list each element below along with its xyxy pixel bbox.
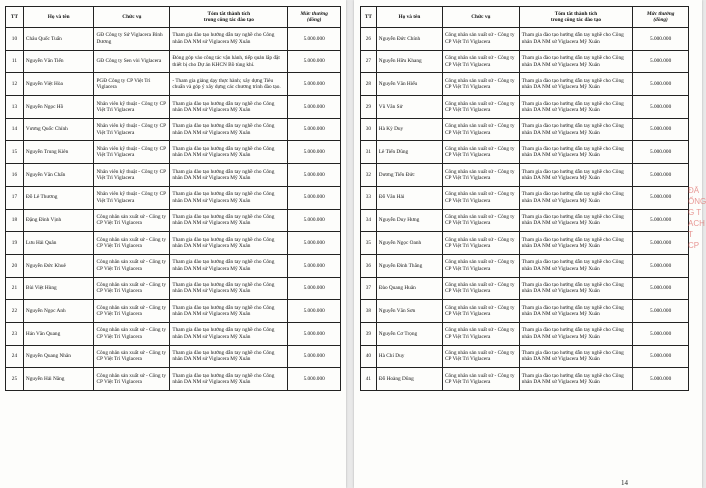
cell-position: Công nhân sản xuất sứ - Công ty CP Việt Trì Viglacera — [94, 368, 170, 391]
cell-name: Nguyễn Ngọc Anh — [23, 300, 94, 323]
cell-summary: Tham gia đào tạo hướng dẫn tay nghề cho Công nhân DA NM sứ Viglacera Mỹ Xuân — [519, 50, 633, 73]
table-row — [361, 141, 689, 164]
page-right — [354, 0, 706, 488]
table-row — [6, 368, 341, 391]
cell-summary: Tham gia đào tạo hướng dẫn tay nghề cho Công nhân DA NM sứ Viglacera Mỹ Xuân — [519, 73, 633, 96]
cell-name: Nguyễn Văn Tiến — [23, 50, 94, 73]
table-row — [6, 186, 341, 209]
table-row — [6, 254, 341, 277]
cell-tt: 25 — [6, 368, 24, 391]
cell-position: Công nhân sản xuất sứ - Công ty CP Việt Trì Viglacera — [442, 368, 519, 391]
table-row — [361, 232, 689, 255]
cell-name: Vũ Văn Sử — [376, 96, 442, 119]
cell-amount: 5.000.000 — [633, 322, 689, 345]
table-row — [361, 345, 689, 368]
cell-position: Công nhân sản xuất sứ - Công ty CP Việt Trì Viglacera — [442, 300, 519, 323]
cell-position: Công nhân sản xuất sứ - Công ty CP Việt Trì Viglacera — [442, 322, 519, 345]
header-name: Họ và tên — [23, 7, 94, 28]
cell-name: Vương Quốc Chính — [23, 118, 94, 141]
cell-summary: Tham gia đào tạo hướng dẫn tay nghề cho Công nhân DA NM sứ Viglacera Mỹ Xuân — [170, 28, 288, 51]
cell-amount: 5.000.000 — [288, 322, 341, 345]
cell-amount: 5.000.000 — [633, 96, 689, 119]
cell-summary: Tham gia đào tạo hướng dẫn tay nghề cho Công nhân DA NM sứ Viglacera Mỹ Xuân — [170, 186, 288, 209]
cell-amount: 5.000.000 — [633, 28, 689, 51]
cell-name: Nguyễn Duy Hưng — [376, 209, 442, 232]
cell-tt: 37 — [361, 277, 377, 300]
header-tt: TT — [6, 7, 24, 28]
cell-summary: Tham gia đào tạo hướng dẫn tay nghề cho Công nhân DA NM sứ Viglacera Mỹ Xuân — [519, 300, 633, 323]
header-summary — [170, 7, 288, 28]
cell-position: Nhân viên kỹ thuật - Công ty CP Việt Trì Viglacera — [94, 118, 170, 141]
header-summary — [519, 7, 633, 28]
cell-name: Châu Quốc Tuấn — [23, 28, 94, 51]
cell-position: PGĐ Công ty CP Việt Trì Viglacera — [94, 73, 170, 96]
cell-name: Đặng Đình Vịnh — [23, 209, 94, 232]
cell-summary: Tham gia đào tạo hướng dẫn tay nghề cho Công nhân DA NM sứ Viglacera Mỹ Xuân — [519, 164, 633, 187]
red-stamp-fragment — [688, 185, 706, 265]
cell-tt: 23 — [6, 322, 24, 345]
cell-position: Công nhân sản xuất sứ - Công ty CP Việt Trì Viglacera — [442, 96, 519, 119]
table-row — [361, 209, 689, 232]
header-summary-line1: Tóm tắt thành tích — [207, 10, 251, 17]
cell-name: Đào Quang Huân — [376, 277, 442, 300]
cell-summary: Tham gia đào tạo hướng dẫn tay nghề cho Công nhân DA NM sứ Viglacera Mỹ Xuân — [170, 164, 288, 187]
cell-amount: 5.000.000 — [288, 345, 341, 368]
header-reward-line1: Mức thưởng — [646, 10, 675, 17]
cell-amount: 5.000.000 — [633, 164, 689, 187]
cell-tt: 12 — [6, 73, 24, 96]
cell-tt: 35 — [361, 232, 377, 255]
table-row — [6, 141, 341, 164]
table-row — [6, 345, 341, 368]
cell-position: Công nhân sản xuất sứ - Công ty CP Việt Trì Viglacera — [94, 345, 170, 368]
cell-name: Nguyễn Văn Sơn — [376, 300, 442, 323]
cell-amount: 5.000.000 — [288, 73, 341, 96]
cell-amount: 5.000.000 — [288, 96, 341, 119]
cell-summary: Tham gia đào tạo hướng dẫn tay nghề cho Công nhân DA NM sứ Viglacera Mỹ Xuân — [519, 322, 633, 345]
cell-amount: 5.000.000 — [633, 209, 689, 232]
cell-tt: 32 — [361, 164, 377, 187]
cell-tt: 38 — [361, 300, 377, 323]
table-row — [361, 254, 689, 277]
cell-amount: 5.000.000 — [288, 164, 341, 187]
cell-summary: Tham gia đào tạo hướng dẫn tay nghề cho Công nhân DA NM sứ Viglacera Mỹ Xuân — [519, 209, 633, 232]
cell-position: Công nhân sản xuất sứ - Công ty CP Việt Trì Viglacera — [94, 322, 170, 345]
cell-summary: Tham gia đào tạo hướng dẫn tay nghề cho Công nhân DA NM sứ Viglacera Mỹ Xuân — [519, 345, 633, 368]
table-row — [6, 300, 341, 323]
table-row — [361, 50, 689, 73]
cell-amount: 5.000.000 — [288, 50, 341, 73]
cell-tt: 29 — [361, 96, 377, 119]
cell-tt: 11 — [6, 50, 24, 73]
cell-tt: 39 — [361, 322, 377, 345]
cell-summary: Tham gia đào tạo hướng dẫn tay nghề cho Công nhân DA NM sứ Viglacera Mỹ Xuân — [519, 141, 633, 164]
table-row — [6, 118, 341, 141]
cell-name: Nguyễn Ngọc Hồ — [23, 96, 94, 119]
cell-summary: Tham gia đào tạo hướng dẫn tay nghề cho Công nhân DA NM sứ Viglacera Mỹ Xuân — [170, 368, 288, 391]
cell-tt: 14 — [6, 118, 24, 141]
cell-name: Nguyễn Văn Chấn — [23, 164, 94, 187]
cell-amount: 5.000.000 — [288, 232, 341, 255]
cell-name: Nguyễn Đức Chính — [376, 28, 442, 51]
cell-name: Hà Kỳ Duy — [376, 118, 442, 141]
cell-tt: 21 — [6, 277, 24, 300]
cell-tt: 10 — [6, 28, 24, 51]
cell-name: Hán Văn Quang — [23, 322, 94, 345]
cell-position: Công nhân sản xuất sứ - Công ty CP Việt Trì Viglacera — [442, 141, 519, 164]
table-header-row — [6, 7, 341, 28]
cell-amount: 5.000.000 — [288, 186, 341, 209]
cell-amount: 5.000.000 — [633, 141, 689, 164]
table-row — [6, 164, 341, 187]
cell-tt: 20 — [6, 254, 24, 277]
stamp-line: G T — [688, 208, 702, 217]
table-row — [361, 300, 689, 323]
cell-position: Công nhân sản xuất sứ - Công ty CP Việt Trì Viglacera — [442, 50, 519, 73]
cell-summary: Tham gia đào tạo hướng dẫn tay nghề cho Công nhân DA NM sứ Viglacera Mỹ Xuân — [170, 277, 288, 300]
table-row — [361, 28, 689, 51]
cell-name: Lưu Hải Quân — [23, 232, 94, 255]
cell-summary: Tham gia đào tạo hướng dẫn tay nghề cho Công nhân DA NM sứ Viglacera Mỹ Xuân — [170, 322, 288, 345]
table-row — [361, 96, 689, 119]
cell-tt: 18 — [6, 209, 24, 232]
cell-name: Nguyễn Việt Hòa — [23, 73, 94, 96]
cell-tt: 22 — [6, 300, 24, 323]
cell-tt: 17 — [6, 186, 24, 209]
cell-position: Công nhân sản xuất sứ - Công ty CP Việt Trì Viglacera — [442, 118, 519, 141]
page-number: 14 — [621, 479, 628, 487]
table-row — [6, 322, 341, 345]
cell-amount: 5.000.000 — [633, 73, 689, 96]
cell-amount: 5.000.000 — [288, 209, 341, 232]
cell-name: Bùi Việt Hùng — [23, 277, 94, 300]
cell-position: Công nhân sản xuất sứ - Công ty CP Việt Trì Viglacera — [442, 232, 519, 255]
header-reward-line2: (đồng) — [653, 17, 668, 23]
cell-summary: Tham gia đào tạo hướng dẫn tay nghề cho Công nhân DA NM sứ Viglacera Mỹ Xuân — [170, 141, 288, 164]
cell-name: Nguyễn Hải Năng — [23, 368, 94, 391]
cell-amount: 5.000.000 — [633, 277, 689, 300]
header-position: Chức vụ — [442, 7, 519, 28]
table-row — [361, 368, 689, 391]
cell-name: Nguyễn Văn Hiếu — [376, 73, 442, 96]
cell-amount: 5.000.000 — [633, 186, 689, 209]
cell-summary: Tham gia đào tạo hướng dẫn tay nghề cho Công nhân DA NM sứ Viglacera Mỹ Xuân — [170, 118, 288, 141]
cell-position: Công nhân sản xuất sứ - Công ty CP Việt Trì Viglacera — [94, 277, 170, 300]
cell-tt: 26 — [361, 28, 377, 51]
cell-amount: 5.000.000 — [288, 28, 341, 51]
cell-name: Nguyễn Quang Nhân — [23, 345, 94, 368]
header-summary-line2: trong công tác đào tạo — [203, 17, 254, 23]
cell-amount: 5.000.000 — [288, 254, 341, 277]
cell-tt: 30 — [361, 118, 377, 141]
cell-name: Đỗ Lê Thương — [23, 186, 94, 209]
cell-amount: 5.000.000 — [288, 277, 341, 300]
cell-tt: 19 — [6, 232, 24, 255]
cell-tt: 36 — [361, 254, 377, 277]
cell-amount: 5.000.000 — [288, 300, 341, 323]
cell-summary: Tham gia đào tạo hướng dẫn tay nghề cho Công nhân DA NM sứ Viglacera Mỹ Xuân — [519, 28, 633, 51]
cell-summary: Tham gia đào tạo hướng dẫn tay nghề cho Công nhân DA NM sứ Viglacera Mỹ Xuân — [519, 232, 633, 255]
cell-summary: Tham gia đào tạo hướng dẫn tay nghề cho Công nhân DA NM sứ Viglacera Mỹ Xuân — [519, 254, 633, 277]
cell-position: Công nhân sản xuất sứ - Công ty CP Việt Trì Viglacera — [94, 232, 170, 255]
cell-summary: Tham gia đào tạo hướng dẫn tay nghề cho Công nhân DA NM sứ Viglacera Mỹ Xuân — [170, 345, 288, 368]
table-row — [6, 73, 341, 96]
cell-amount: 5.000.000 — [633, 50, 689, 73]
cell-name: Hà Chí Duy — [376, 345, 442, 368]
table-row — [6, 232, 341, 255]
stamp-line: ỐNG — [688, 197, 706, 206]
cell-position: Nhân viên kỹ thuật - Công ty CP Việt Trì Viglacera — [94, 186, 170, 209]
table-row — [361, 322, 689, 345]
cell-tt: 28 — [361, 73, 377, 96]
cell-tt: 27 — [361, 50, 377, 73]
table-row — [361, 277, 689, 300]
cell-position: Công nhân sản xuất sứ - Công ty CP Việt Trì Viglacera — [442, 277, 519, 300]
cell-name: Dương Tiến Đức — [376, 164, 442, 187]
awards-table-left — [5, 6, 341, 391]
awards-table-right — [360, 6, 689, 391]
header-reward-line1: Mức thưởng — [300, 10, 328, 17]
cell-summary: Tham gia đào tạo hướng dẫn tay nghề cho Công nhân DA NM sứ Viglacera Mỹ Xuân — [170, 300, 288, 323]
cell-amount: 5.000.000 — [288, 118, 341, 141]
cell-name: Nguyễn Đức Khuê — [23, 254, 94, 277]
header-reward — [288, 7, 341, 28]
cell-name: Đỗ Văn Hải — [376, 186, 442, 209]
table-row — [6, 277, 341, 300]
cell-tt: 31 — [361, 141, 377, 164]
stamp-line: ĐÃ — [688, 186, 700, 195]
cell-position: Công nhân sản xuất sứ - Công ty CP Việt Trì Viglacera — [442, 186, 519, 209]
cell-summary: Tham gia đào tạo hướng dẫn tay nghề cho Công nhân DA NM sứ Viglacera Mỹ Xuân — [519, 96, 633, 119]
header-name: Họ và tên — [376, 7, 442, 28]
page-left — [0, 0, 346, 488]
cell-position: Công nhân sản xuất sứ - Công ty CP Việt Trì Viglacera — [442, 28, 519, 51]
cell-name: Nguyễn Cơ Trọng — [376, 322, 442, 345]
cell-position: Công nhân sản xuất sứ - Công ty CP Việt Trì Viglacera — [442, 254, 519, 277]
cell-name: Nguyễn Đình Thắng — [376, 254, 442, 277]
cell-position: Công nhân sản xuất sứ - Công ty CP Việt Trì Viglacera — [94, 300, 170, 323]
stamp-line: T CP — [688, 230, 700, 250]
header-summary-line1: Tóm tắt thành tích — [554, 10, 598, 17]
cell-name: Nguyễn Hữu Khang — [376, 50, 442, 73]
header-position: Chức vụ — [94, 7, 170, 28]
cell-amount: 5.000.000 — [633, 300, 689, 323]
cell-tt: 16 — [6, 164, 24, 187]
header-summary-line2: trong công tác đào tạo — [550, 17, 602, 23]
cell-amount: 5.000.000 — [633, 254, 689, 277]
cell-summary: Tham gia đào tạo hướng dẫn tay nghề cho Công nhân DA NM sứ Viglacera Mỹ Xuân — [170, 209, 288, 232]
cell-summary: - Tham gia giảng dạy thực hành; xây dựng Tiêu chuẩn và góp ý xây dựng các chương trình đào tạo. — [170, 73, 288, 96]
header-reward — [633, 7, 689, 28]
cell-summary: Đóng góp vào công tác vận hành, tiếp quản lắp đặt thiết bị cho Dự án KHCN Bồ tùng khí. — [170, 50, 288, 73]
cell-name: Đỗ Hoàng Dũng — [376, 368, 442, 391]
cell-amount: 5.000.000 — [633, 232, 689, 255]
cell-tt: 15 — [6, 141, 24, 164]
cell-tt: 34 — [361, 209, 377, 232]
table-row — [6, 50, 341, 73]
cell-name: Nguyễn Trung Kiên — [23, 141, 94, 164]
cell-tt: 24 — [6, 345, 24, 368]
table-row — [361, 186, 689, 209]
table-row — [361, 164, 689, 187]
cell-summary: Tham gia đào tạo hướng dẫn tay nghề cho Công nhân DA NM sứ Viglacera Mỹ Xuân — [170, 232, 288, 255]
stamp-line: ACH — [688, 219, 705, 228]
cell-amount: 5.000.000 — [633, 118, 689, 141]
cell-position: Công nhân sản xuất sứ - Công ty CP Việt Trì Viglacera — [442, 164, 519, 187]
table-header-row — [361, 7, 689, 28]
cell-tt: 40 — [361, 345, 377, 368]
cell-summary: Tham gia đào tạo hướng dẫn tay nghề cho Công nhân DA NM sứ Viglacera Mỹ Xuân — [519, 277, 633, 300]
cell-position: Công nhân sản xuất sứ - Công ty CP Việt Trì Viglacera — [94, 209, 170, 232]
cell-name: Lê Tiến Dũng — [376, 141, 442, 164]
table-row — [6, 209, 341, 232]
cell-position: Công nhân sản xuất sứ - Công ty CP Việt Trì Viglacera — [442, 73, 519, 96]
cell-summary: Tham gia đào tạo hướng dẫn tay nghề cho Công nhân DA NM sứ Viglacera Mỹ Xuân — [170, 96, 288, 119]
cell-name: Nguyễn Ngọc Oanh — [376, 232, 442, 255]
cell-amount: 5.000.000 — [633, 345, 689, 368]
cell-amount: 5.000.000 — [288, 368, 341, 391]
cell-tt: 13 — [6, 96, 24, 119]
cell-summary: Tham gia đào tạo hướng dẫn tay nghề cho Công nhân DA NM sứ Viglacera Mỹ Xuân — [519, 186, 633, 209]
cell-position: Nhân viên kỹ thuật - Công ty CP Việt Trì Viglacera — [94, 164, 170, 187]
cell-position: Nhân viên kỹ thuật - Công ty CP Việt Trì Viglacera — [94, 141, 170, 164]
cell-amount: 5.000.000 — [633, 368, 689, 391]
table-row — [361, 118, 689, 141]
header-tt: TT — [361, 7, 377, 28]
table-row — [361, 73, 689, 96]
cell-position: Công nhân sản xuất sứ - Công ty CP Việt Trì Viglacera — [442, 209, 519, 232]
header-reward-line2: (đồng) — [306, 17, 322, 23]
cell-amount: 5.000.000 — [288, 141, 341, 164]
cell-summary: Tham gia đào tạo hướng dẫn tay nghề cho Công nhân DA NM sứ Viglacera Mỹ Xuân — [519, 118, 633, 141]
cell-tt: 33 — [361, 186, 377, 209]
cell-tt: 41 — [361, 368, 377, 391]
cell-position: GĐ Công ty Sen vòi Viglacera — [94, 50, 170, 73]
table-row — [6, 96, 341, 119]
cell-summary: Tham gia đào tạo hướng dẫn tay nghề cho Công nhân DA NM sứ Viglacera Mỹ Xuân — [170, 254, 288, 277]
cell-summary: Tham gia đào tạo hướng dẫn tay nghề cho Công nhân DA NM sứ Viglacera Mỹ Xuân — [519, 368, 633, 391]
table-row — [6, 28, 341, 51]
cell-position: Công nhân sản xuất sứ - Công ty CP Việt Trì Viglacera — [94, 254, 170, 277]
cell-position: Công nhân sản xuất sứ - Công ty CP Việt Trì Viglacera — [442, 345, 519, 368]
cell-position: Nhân viên kỹ thuật - Công ty CP Việt Trì Viglacera — [94, 96, 170, 119]
cell-position: GĐ Công ty Sứ Viglacera Bình Dương — [94, 28, 170, 51]
